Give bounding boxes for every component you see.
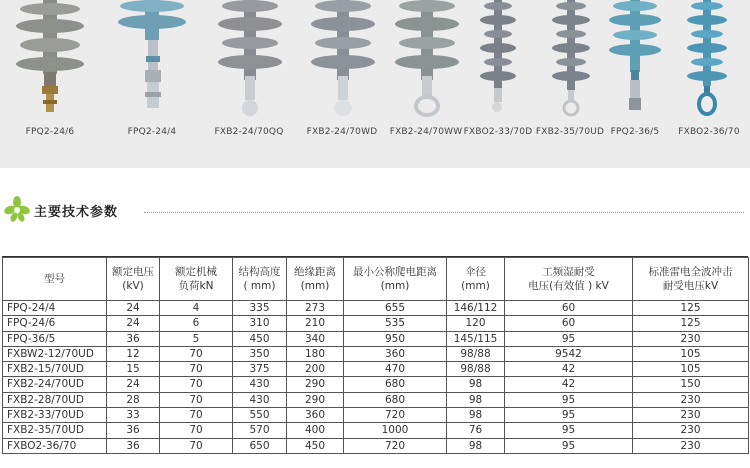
column-header bbox=[447, 258, 505, 301]
value-cell: 650 bbox=[233, 438, 287, 453]
column-header-line: 最小公称爬电距离 bbox=[353, 266, 437, 278]
value-cell: 230 bbox=[633, 408, 749, 423]
value-cell: 70 bbox=[160, 423, 233, 438]
section-divider bbox=[144, 212, 744, 213]
table-row bbox=[3, 377, 749, 392]
value-cell: 76 bbox=[447, 423, 505, 438]
insulator-image-fpq2-24-4 bbox=[112, 0, 192, 120]
value-cell: 360 bbox=[287, 408, 344, 423]
value-cell: 180 bbox=[287, 346, 344, 361]
green-leaf-icon bbox=[4, 196, 30, 222]
value-cell: 335 bbox=[233, 301, 287, 316]
value-cell: 98/88 bbox=[447, 362, 505, 377]
value-cell: 24 bbox=[107, 301, 160, 316]
column-header-line: (mm) bbox=[300, 280, 330, 292]
column-header-line: ( mm) bbox=[243, 280, 276, 292]
value-cell: 230 bbox=[633, 423, 749, 438]
table-row bbox=[3, 316, 749, 331]
value-cell: 42 bbox=[505, 377, 633, 392]
column-header bbox=[633, 258, 749, 301]
value-cell: 70 bbox=[160, 438, 233, 453]
insulator-image-fxb2-24-70qq bbox=[210, 0, 290, 120]
model-cell: FXB2-15/70UD bbox=[3, 362, 107, 377]
column-header-line: 绝缘距离 bbox=[294, 266, 336, 278]
value-cell: 340 bbox=[287, 331, 344, 346]
table-row bbox=[3, 438, 749, 453]
value-cell: 70 bbox=[160, 392, 233, 407]
section-heading bbox=[4, 196, 746, 222]
value-cell: 230 bbox=[633, 438, 749, 453]
value-cell: 120 bbox=[447, 316, 505, 331]
value-cell: 200 bbox=[287, 362, 344, 377]
column-header-line: 伞径 bbox=[465, 266, 486, 278]
column-header-line: 工频湿耐受 bbox=[542, 266, 595, 278]
value-cell: 42 bbox=[505, 362, 633, 377]
column-header bbox=[344, 258, 447, 301]
value-cell: 95 bbox=[505, 438, 633, 453]
value-cell: 4 bbox=[160, 301, 233, 316]
value-cell: 12 bbox=[107, 346, 160, 361]
value-cell: 60 bbox=[505, 316, 633, 331]
column-header-line: 电压(有效值 ) kV bbox=[528, 280, 609, 292]
value-cell: 33 bbox=[107, 408, 160, 423]
model-cell: FPQ-24/6 bbox=[3, 316, 107, 331]
value-cell: 98 bbox=[447, 377, 505, 392]
product-caption: FXB2-24/70WD bbox=[306, 127, 378, 137]
value-cell: 310 bbox=[233, 316, 287, 331]
value-cell: 680 bbox=[344, 392, 447, 407]
value-cell: 98 bbox=[447, 438, 505, 453]
column-header bbox=[287, 258, 344, 301]
table-header-row bbox=[3, 258, 749, 301]
spec-table bbox=[2, 257, 749, 454]
value-cell: 98 bbox=[447, 408, 505, 423]
table-row bbox=[3, 408, 749, 423]
value-cell: 720 bbox=[344, 438, 447, 453]
value-cell: 430 bbox=[233, 392, 287, 407]
column-header-line: 负荷kN bbox=[178, 280, 214, 292]
value-cell: 98 bbox=[447, 392, 505, 407]
value-cell: 9542 bbox=[505, 346, 633, 361]
insulator-image-fxb2-24-70ww bbox=[387, 0, 467, 120]
value-cell: 105 bbox=[633, 346, 749, 361]
value-cell: 230 bbox=[633, 331, 749, 346]
value-cell: 5 bbox=[160, 331, 233, 346]
column-header-line: 额定电压 bbox=[112, 266, 154, 278]
table-row bbox=[3, 301, 749, 316]
value-cell: 95 bbox=[505, 331, 633, 346]
value-cell: 60 bbox=[505, 301, 633, 316]
value-cell: 125 bbox=[633, 316, 749, 331]
product-caption: FPQ2-24/4 bbox=[127, 127, 177, 137]
product-caption: FXB2-24/70QQ bbox=[214, 127, 284, 137]
section-title: 主要技术参数 bbox=[34, 205, 119, 220]
value-cell: 125 bbox=[633, 301, 749, 316]
value-cell: 146/112 bbox=[447, 301, 505, 316]
column-header-line: 标准雷电全波冲击 bbox=[648, 266, 733, 278]
insulator-image-fxb2-24-70wd bbox=[303, 0, 383, 120]
insulator-image-fxb2-35-70ud bbox=[536, 0, 606, 120]
value-cell: 70 bbox=[160, 408, 233, 423]
product-gallery bbox=[0, 0, 750, 168]
value-cell: 350 bbox=[233, 346, 287, 361]
value-cell: 950 bbox=[344, 331, 447, 346]
value-cell: 290 bbox=[287, 392, 344, 407]
model-cell: FXB2-35/70UD bbox=[3, 423, 107, 438]
value-cell: 655 bbox=[344, 301, 447, 316]
product-caption: FPQ2-36/5 bbox=[610, 127, 660, 137]
model-cell: FPQ-24/4 bbox=[3, 301, 107, 316]
value-cell: 24 bbox=[107, 377, 160, 392]
value-cell: 70 bbox=[160, 377, 233, 392]
value-cell: 290 bbox=[287, 377, 344, 392]
value-cell: 360 bbox=[344, 346, 447, 361]
insulator-image-fpq2-24-6 bbox=[10, 0, 90, 120]
column-header bbox=[107, 258, 160, 301]
product-caption: FXBO2-36/70 bbox=[678, 127, 740, 137]
value-cell: 400 bbox=[287, 423, 344, 438]
value-cell: 150 bbox=[633, 377, 749, 392]
model-cell: FXBO2-36/70 bbox=[3, 438, 107, 453]
insulator-image-fpq2-36-5 bbox=[600, 0, 670, 120]
column-header bbox=[3, 258, 107, 301]
value-cell: 550 bbox=[233, 408, 287, 423]
model-cell: FXB2-24/70UD bbox=[3, 377, 107, 392]
value-cell: 450 bbox=[287, 438, 344, 453]
column-header-line: (mm) bbox=[380, 280, 410, 292]
column-header bbox=[505, 258, 633, 301]
value-cell: 36 bbox=[107, 331, 160, 346]
value-cell: 95 bbox=[505, 392, 633, 407]
value-cell: 24 bbox=[107, 316, 160, 331]
value-cell: 273 bbox=[287, 301, 344, 316]
value-cell: 535 bbox=[344, 316, 447, 331]
value-cell: 70 bbox=[160, 346, 233, 361]
value-cell: 95 bbox=[505, 408, 633, 423]
column-header-line: 额定机械 bbox=[175, 266, 217, 278]
column-header-line: 型号 bbox=[44, 273, 65, 285]
value-cell: 450 bbox=[233, 331, 287, 346]
column-header bbox=[233, 258, 287, 301]
value-cell: 105 bbox=[633, 362, 749, 377]
model-cell: FXB2-33/70UD bbox=[3, 408, 107, 423]
model-cell: FXBW2-12/70UD bbox=[3, 346, 107, 361]
value-cell: 70 bbox=[160, 362, 233, 377]
model-cell: FPQ-36/5 bbox=[3, 331, 107, 346]
value-cell: 375 bbox=[233, 362, 287, 377]
product-caption: FPQ2-24/6 bbox=[25, 127, 75, 137]
table-row bbox=[3, 423, 749, 438]
value-cell: 210 bbox=[287, 316, 344, 331]
product-caption: FXBO2-33/70D bbox=[463, 127, 533, 137]
value-cell: 430 bbox=[233, 377, 287, 392]
table-row bbox=[3, 331, 749, 346]
value-cell: 570 bbox=[233, 423, 287, 438]
value-cell: 6 bbox=[160, 316, 233, 331]
value-cell: 28 bbox=[107, 392, 160, 407]
insulator-image-fxbo2-36-70 bbox=[672, 0, 742, 120]
value-cell: 36 bbox=[107, 423, 160, 438]
column-header-line: 耐受电压kV bbox=[662, 280, 719, 292]
value-cell: 470 bbox=[344, 362, 447, 377]
value-cell: 15 bbox=[107, 362, 160, 377]
column-header-line: 结构高度 bbox=[238, 266, 281, 278]
table-row bbox=[3, 346, 749, 361]
value-cell: 1000 bbox=[344, 423, 447, 438]
model-cell: FXB2-28/70UD bbox=[3, 392, 107, 407]
value-cell: 36 bbox=[107, 438, 160, 453]
value-cell: 720 bbox=[344, 408, 447, 423]
insulator-image-fxbo2-33-70d bbox=[463, 0, 533, 120]
column-header bbox=[160, 258, 233, 301]
product-caption: FXB2-35/70UD bbox=[535, 127, 605, 137]
value-cell: 95 bbox=[505, 423, 633, 438]
product-caption: FXB2-24/70WW bbox=[389, 127, 463, 137]
column-header-line: (kV) bbox=[122, 280, 144, 292]
value-cell: 98/88 bbox=[447, 346, 505, 361]
table-row bbox=[3, 392, 749, 407]
value-cell: 230 bbox=[633, 392, 749, 407]
value-cell: 680 bbox=[344, 377, 447, 392]
column-header-line: (mm) bbox=[461, 280, 490, 292]
value-cell: 145/115 bbox=[447, 331, 505, 346]
table-row bbox=[3, 362, 749, 377]
